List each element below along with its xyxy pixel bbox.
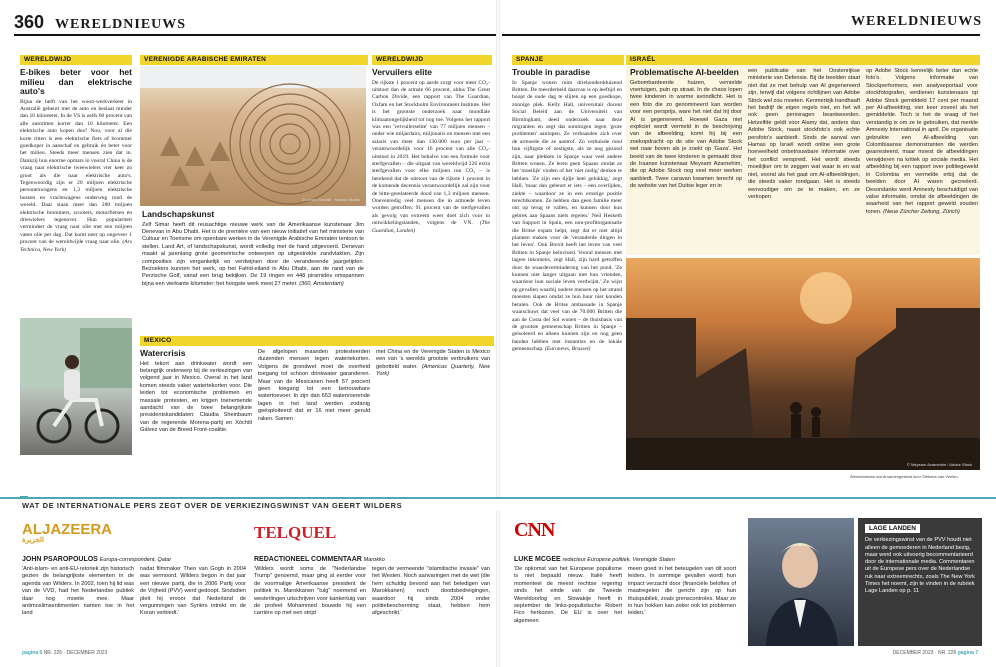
left-header [14, 12, 186, 33]
lage-landen-box [858, 518, 982, 646]
tag-vae: VERENIGDE ARABISCHE EMIRATEN [140, 55, 368, 65]
telquel-author-role: Marokko [363, 557, 385, 563]
spanje-article [512, 68, 622, 470]
vae-headline: Landschapskunst [142, 210, 215, 219]
right-header-rule [502, 34, 980, 36]
compiled-by-caption: Wereldnieuws wordt samengesteld door Sietsma van Veelen. [850, 474, 959, 479]
ebike-illustration [20, 318, 132, 455]
cnn-logo: CNN [514, 519, 555, 541]
ebikes-body: Bijna de helft van het woon-werkverkeer in Australië gebeurt met de auto en beslaat minder dan 10 kilometer. In de VS is zelfs 60 procent van alle autoritten korter dan 10 kilometer. Een elektrische auto kopen dus? Nou, voor al die korte ritten is een elektrische fiets of brommer goedkoper in aanschaf en gebruik én beter voor het milieu. Steeds meer mensen zien dat in. Dankzij hun enorme opmars in vooral China is de vraag naar elektrische tweewielers vier keer zo groot als die naar elektrische auto's. Tegenwoordig zijn er 20 miljoen elektrische personenwagens en 1,3 miljoen elektrische bussen en vrachtwagens onderweg rond de wereld. Daar staan meer dan 280 miljoen elektrische brommers, scooters, motorfietsen en driewielers tegenover. Hun populariteit vermindert de vraag naar olie met een miljoen vaten olie per dag. Dat komt neer op ongeveer 1 procent van de wereldwijde vraag naar olie. [20, 98, 132, 246]
header-rule [14, 34, 496, 36]
right-header [851, 12, 982, 30]
cnn-text-1: 'De opkomst van het Europese populisme is niet bepaald nieuw. Italië heeft momenteel de meest rechtse regering sinds het einde van de Tweede Wereldoorlog en Slowakije heeft in september de links-populistische Robert Fico herkozen. De EU is over het algemeen [514, 566, 622, 624]
ebikes-article [20, 68, 132, 312]
israel-headline: Problematische AI-beelden [630, 68, 739, 77]
tag-mexico: MEXICO [140, 336, 494, 346]
ebikes-headline: E-bikes beter voor het milieu dan elektrische auto's [20, 68, 132, 96]
right-section-title: WERELDNIEUWS [850, 14, 982, 29]
tag-wereldwijd-2: WERELDWIJD [372, 55, 492, 65]
telquel-col1 [254, 566, 366, 646]
mexico-text-3: met China en de Verenigde Staten is Mexico een van 's werelds grootste verbruikers van gebotteld water. [376, 349, 490, 370]
mexico-text-1: Het tekort aan drinkwater wordt een belangrijk onderwerp bij de verkiezingen van volgend jaar in Mexico. Overal in het land komen steeds vaker watertekorten voor. Die leiden tot economische problemen en massale protesten, en krijgen toenemende aandacht van de twee belangrijkste presidentskandidaten: Claudia Sheinbaum van de regerende Morena-partij en Xóchitl Gálvez van de Breed Front-coalitie. [140, 360, 252, 434]
vervuilers-headline: Vervuilers elite [372, 68, 433, 77]
israel-source: (Neue Zürcher Zeitung, Zürich) [883, 208, 960, 215]
vae-photo-credit: © Leono Svinaki · Marian Munilo [302, 197, 360, 202]
section-bar-title: WAT DE INTERNATIONALE PERS ZEGT OVER DE VERKIEZINGSWINST VAN GEERT WILDERS [22, 501, 403, 510]
footer-right-issue: DECEMBER 2023 · NR. 226 [892, 650, 957, 656]
israel-col3 [866, 68, 978, 254]
lage-landen-label: LAGE LANDEN [865, 524, 920, 533]
telquel-text-1: 'Wilders wordt soms de "Nederlandse Trump" genoemd, maar ging al eerder voor de voormalige Amerikaanse president de politiek in. Marokkanen "tuig" noemend en westerlingen uitschrijven voor kankertuig van de profeet Mohammed bouwde hij een carrière op met een strijd [254, 566, 366, 617]
vae-article [142, 210, 364, 318]
footer-right-page: pagina 7 [957, 650, 978, 656]
cnn-author-name: LUKE MCGEE [514, 556, 561, 563]
section-marker [20, 496, 28, 498]
spanje-body: In Spanje wonen ruim driehonderdduizend Britten. De meerderheid daarvan is op leeftijd en hoopt de oude dag te slijten op een goedkope, zonnige plek. Kelly Hall, universitair docent Social Beleid aan de Universiteit van Birmingham, deed onderzoek naar deze migranten en zegt dat sommigen tegen 'grote problemen' aanlopen. Ze verbaasden zich over de armoede die ze aantrof. Zo verhuisde rond hun vijftigste of zestigste, als ze nog gezond zijn, naar plekken in Spanje waar veel andere Britten wonen. Ze leren geen Spaans omdat ze het 'moeilijk' vinden of het 'niet nodig' denken te hebben. 'Ze zijn een tijdje heel gelukkig,' zegt Hall, 'maar dan gebeurt er iets – een overlijden, ziekte – waardoor ze in een ernstige positie terechtkomen. Ze hebben dan geen familie meer om op terug te vallen, en kunnen door hun gebrek aan Spaans niets regelen.' Neil Hesketh van Support in Spain, een non-profitorganisatie die Britse expats helpt, zegt dat er niet altijd plannen maken voor de 'veranderde dingen in het leven'. Ook Brexit heeft het leven van veel Britten in Spanje beïnvloed. Vooral mensen met lagere inkomens, zegt Hall, zijn hard getroffen door de waardevermindering van het pond. 'Ze kunnen niet langer uitgaan met hun vrienden, waardoor hun sociale leven verdwijnt.' Ze wijst op gevallen waarbij oudere mensen op het strand moesten slapen omdat ze hun huur niet konden betalen. Ook de Britse ambassade in Spanje waarschuwt dat veel van de 70.000 Britten die aan de Costa del Sol wonen – de thuisbasis van de grootste gemeenschap Britten in Spanje – geïsoleerd en alleen kunnen zijn en nog geen banden hebben met instanties en de lokale gemeenschap. [512, 79, 622, 353]
israel-photo-credit: © Meysam Azarnehim / Adobe Stock [907, 462, 972, 467]
vae-source: (360, Amsterdam) [299, 280, 344, 287]
aljazeera-logo-arabic: الجزيرة [22, 537, 44, 544]
aljazeera-text-2: nadat filmmaker Theo van Gogh in 2004 was vermoord. Wilders begon in dat jaar een nieuwe partij, die in 2006 Partij voor de Vrijheid (PVV) werd gedoopt. Sindsdien pleit hij ervoor dat Nederland de vergunningen van Syriërs intrekt en de Koran verbiedt.' [140, 566, 246, 617]
aljazeera-author-role: Europa-correspondent, Qatar [99, 557, 172, 563]
tag-israel: ISRAËL [626, 55, 980, 65]
mexico-source: (Americas Quarterly, New York) [376, 363, 490, 378]
tag-spanje: SPANJE [512, 55, 624, 65]
aljazeera-author [22, 556, 171, 563]
cnn-col1 [514, 566, 622, 646]
ai-gaza-illustration [626, 258, 980, 470]
israel-text-3: op Adobe Stock kennelijk beter dan echte foto's. Volgens informatie van Stockperformers, een analyseportaal voor stockfotografen, verdienen kunstenaars op Adobe Stock gemiddeld 17 cent per maand per AI-afbeelding, vier keer zoveel als het gemiddelde. Toch is het de vraag of het verstandig is om ze te gebruiken, dat merkte Amnesty International in april. De organisatie gebruikte een AI-afbeelding van Colombiaanse demonstranten die werden gearresteerd, maar moest de afbeeldingen verwijderen na kritiek op sociale media. Het afbeelding bij een rapport over politiegeweld in Colombia en vermelde erbij dat de beelden door AI waren gecreëerd. Desondanks werd Amnesty beschuldigd van valse informatie, omdat de afbeeldingen de waarheid van het rapport geweld zouden tonen. [866, 68, 978, 215]
telquel-logo: TELQUEL [254, 523, 337, 542]
footer-right [893, 650, 978, 656]
ebikes-source: (Ars Technica, New York) [20, 239, 132, 253]
footer-left [22, 650, 107, 656]
wilders-photo [748, 518, 854, 646]
aljazeera-col1 [22, 566, 134, 646]
vae-body: Zelf Simar heeft dit reusachtige nieuwe werk van de Amerikaanse kunstenaar Jim Denevan in Abu Dhabi. Het is de première van een nieuw initiatief van het ministerie van Cultuur en Toerisme om openbare werken in de Verenigde Arabische Emiraten tentoon te stellen. Land Art, of landschapskunst, wordt volledig met de hand uitgevoerd. Denevan maakt al jarenlang grote geometrische ontwerpen op uitgestrekte zandvlakten. Zijn composities zijn vergankelijk en verdwijnen door de veranderende jaargetijden. Bezoekers kunnen het werk, op het Fahid-eiland in Abu Dhabi, aan de rand van de Perzische Golf, vanaf een brug bekijken. De 19 ringen en 448 piramides omspannen bijna een vierkante kilometer; het hoogste werk meet 27 meter. [142, 221, 364, 287]
telquel-col2 [372, 566, 490, 646]
cnn-col2 [628, 566, 736, 646]
spanje-headline: Trouble in paradise [512, 68, 590, 77]
tag-wereldwijd-1: WERELDWIJD [20, 55, 132, 65]
section-bar [0, 497, 996, 511]
israel-col2 [748, 68, 860, 254]
mexico-col1 [140, 349, 252, 469]
section-title: WERELDNIEUWS [55, 17, 187, 32]
aljazeera-text-1: 'Anti-islam- en anti-EU-retoriek zijn historisch gezien de belangrijkste elementen in de agenda van Wilders. In 2002, toen hij lid was van de VVD, had het Nederlandse publiek daar nog moeite mee. Maar antimoslimsentimenten namen toe in het land [22, 566, 134, 617]
mexico-headline: Watercrisis [140, 349, 186, 358]
page-number: 360 [14, 12, 45, 32]
mexico-col3 [376, 349, 490, 469]
ebike-photo [20, 318, 132, 455]
aljazeera-logo-text: ALJAZEERA [22, 521, 113, 538]
israel-col1 [630, 68, 742, 254]
spanje-source: (Euronews, Brussel) [544, 346, 591, 353]
aljazeera-author-name: JOHN PSAROPOULOS [22, 556, 98, 563]
vervuilers-source: (The Guardian, Londen) [372, 220, 490, 234]
cnn-text-2: meen goed in het beteugelen van dit soort leiders. In sommige gevallen wordt hun impact verzacht door (financiële beloftes of maatregelen die gericht zijn op hun thuispubliek, zoals grenscontroles. Maar ze in hun hokken kan zeker ook tot problemen leiden.' [628, 566, 736, 617]
lage-landen-body: De verkiezingswinst van de PVV houdt niet alleen de gemoederen in Nederland bezig, maar werd ook uitvoerig becommentarieerd door de internationale media. Commentaren uit de Europese pers over de Nederlandse ruk naar extreemrechts, zoals The New York Times het noemt, zijn te vinden in de rubriek Lage Landen op p. 11 [865, 537, 975, 595]
cnn-author-role: redacteur Europese politiek, Verenigde Staten [562, 557, 675, 563]
aljazeera-col2 [140, 566, 246, 646]
israel-text-1: Gebombardeerde huizen, vernielde voertuigen, puin op straat. In de chaos lopen twee kinderen in warme avondlicht. Het is een foto die zo genomineerd kan worden voor een persprijs, ware het niet dat hij door AI is gegenereerd. Hoewel Gaza niet expliciet wordt vermeld in de beschrijving van de afbeelding, komt hij bij een zoekopdracht op de site van Adobe Stock wel naar boven als je zoekt op 'Gaza'. Het beeld van de twee kinderen is gemaakt door de Iraanse kunstenaar Meysam Azarnehim, die op Adobe Stock nog veel meer werken aanbiedt. Twee caravan kwamen terecht op de website van het Duitse leger en in [630, 79, 742, 190]
mexico-col2 [258, 349, 370, 469]
vervuilers-article [372, 68, 490, 320]
land-art-photo [140, 66, 366, 206]
footer-left-page: pagina 6 [22, 650, 43, 656]
wilders-illustration [748, 518, 854, 646]
mexico-text-2: De afgelopen maanden protesteerden duizenden mensen tegen watertekorten. Volgens de grondwet moet de overheid toegang tot schoon drinkwater garanderen. Maar van de Mexicanen heeft 57 procent geen toegang tot een betrouwbare watertoevoer. In zijn dan 653 watervoerende lagen in het land werden zodanig geëxploiteerd dat er 16 niet meer geruld raken. Samen [258, 349, 370, 422]
cnn-author [514, 556, 675, 563]
telquel-author [254, 556, 385, 563]
ai-gaza-photo [626, 258, 980, 470]
israel-text-2: een publicatie van het Oostenrijkse ministerie van Defensie. Bij de beelden staat niet dat ze met behulp van AI gegenereerd zijn, terwijl dat volgens richtlijnen van Adobe Stock wel zou moeten. Kenmerkijk handhaaft het bedrijf de eigen regels niet, en het wil ook geen persvragen beantwoorden. Hetzelfde geldt voor Alamy dat, anders dan Adobe Stock, naast stockfoto's ook echte persfoto's aanbiedt. Sinds de aanval van Hamas op Israël wordt online een grote hoeveelheid onbetrouwbare informatie over het conflict verspreid. Het wordt steeds moeilijker om te zeggen wat waar is en wat niet, vooral als het gaat om AI-afbeeldingen, die steeds vaker rondgaan. Het is steeds eenvoudiger om ze te maken, en ze verkopen [748, 68, 860, 200]
aljazeera-logo [22, 521, 112, 544]
telquel-author-name: REDACTIONEEL COMMENTAAR [254, 556, 362, 563]
vervuilers-body: De rijkste 1 procent op aarde zorgt voor meer CO₂-uitstoot dan de armste 66 procent, aldus The Great Carbon Divide, een rapport van The Guardian, Oxfam en het Stockholm Environment Institute. Het is het grootste onderzoek naar mondiale klimaatongelijkheid tot nog toe. Volgens het rapport was een 'vervuilerselite' van 77 miljoen mensen – onder wie miljardairs, miljonairs en mensen met een salaris van meer dan 130.000 euro per jaar – verantwoordelijk voor 16 procent van alle CO₂-uitstoot in 2019. Het behalve van een formule voor sterfgevallen – die uitgaat van wereldwijd 226 extra sterfgevallen voor elke miljoen ton CO₂ – is berekend dat de uitstoot van de rijkste 1 procent in de komende decennia verantwoordelijk zal zijn voor de hitte-gerelateerde dood van 1,3 miljoen mensen. Onevenredig veel mensen die in armoede leven worden getroffen: 91 procent van de sterfgevallen als gevolg van extreem weer doet zich voor in ontwikkelingslanden, volgens de VN. [372, 79, 490, 227]
telquel-text-2: tegen de vermeende "islamitische invasie" van het Westen. Noch aanvaringen met de wet (die hem schuldig bevond aan het beledigen van Marokkanen) noch doodsbedreigingen, waardoor hij sinds 2004 onder politiebescherming staat, hebben hem afgeschrikt.' [372, 566, 490, 617]
footer-left-issue: NR. 226 · DECEMBER 2023 [43, 650, 108, 656]
land-art-illustration [140, 66, 366, 206]
